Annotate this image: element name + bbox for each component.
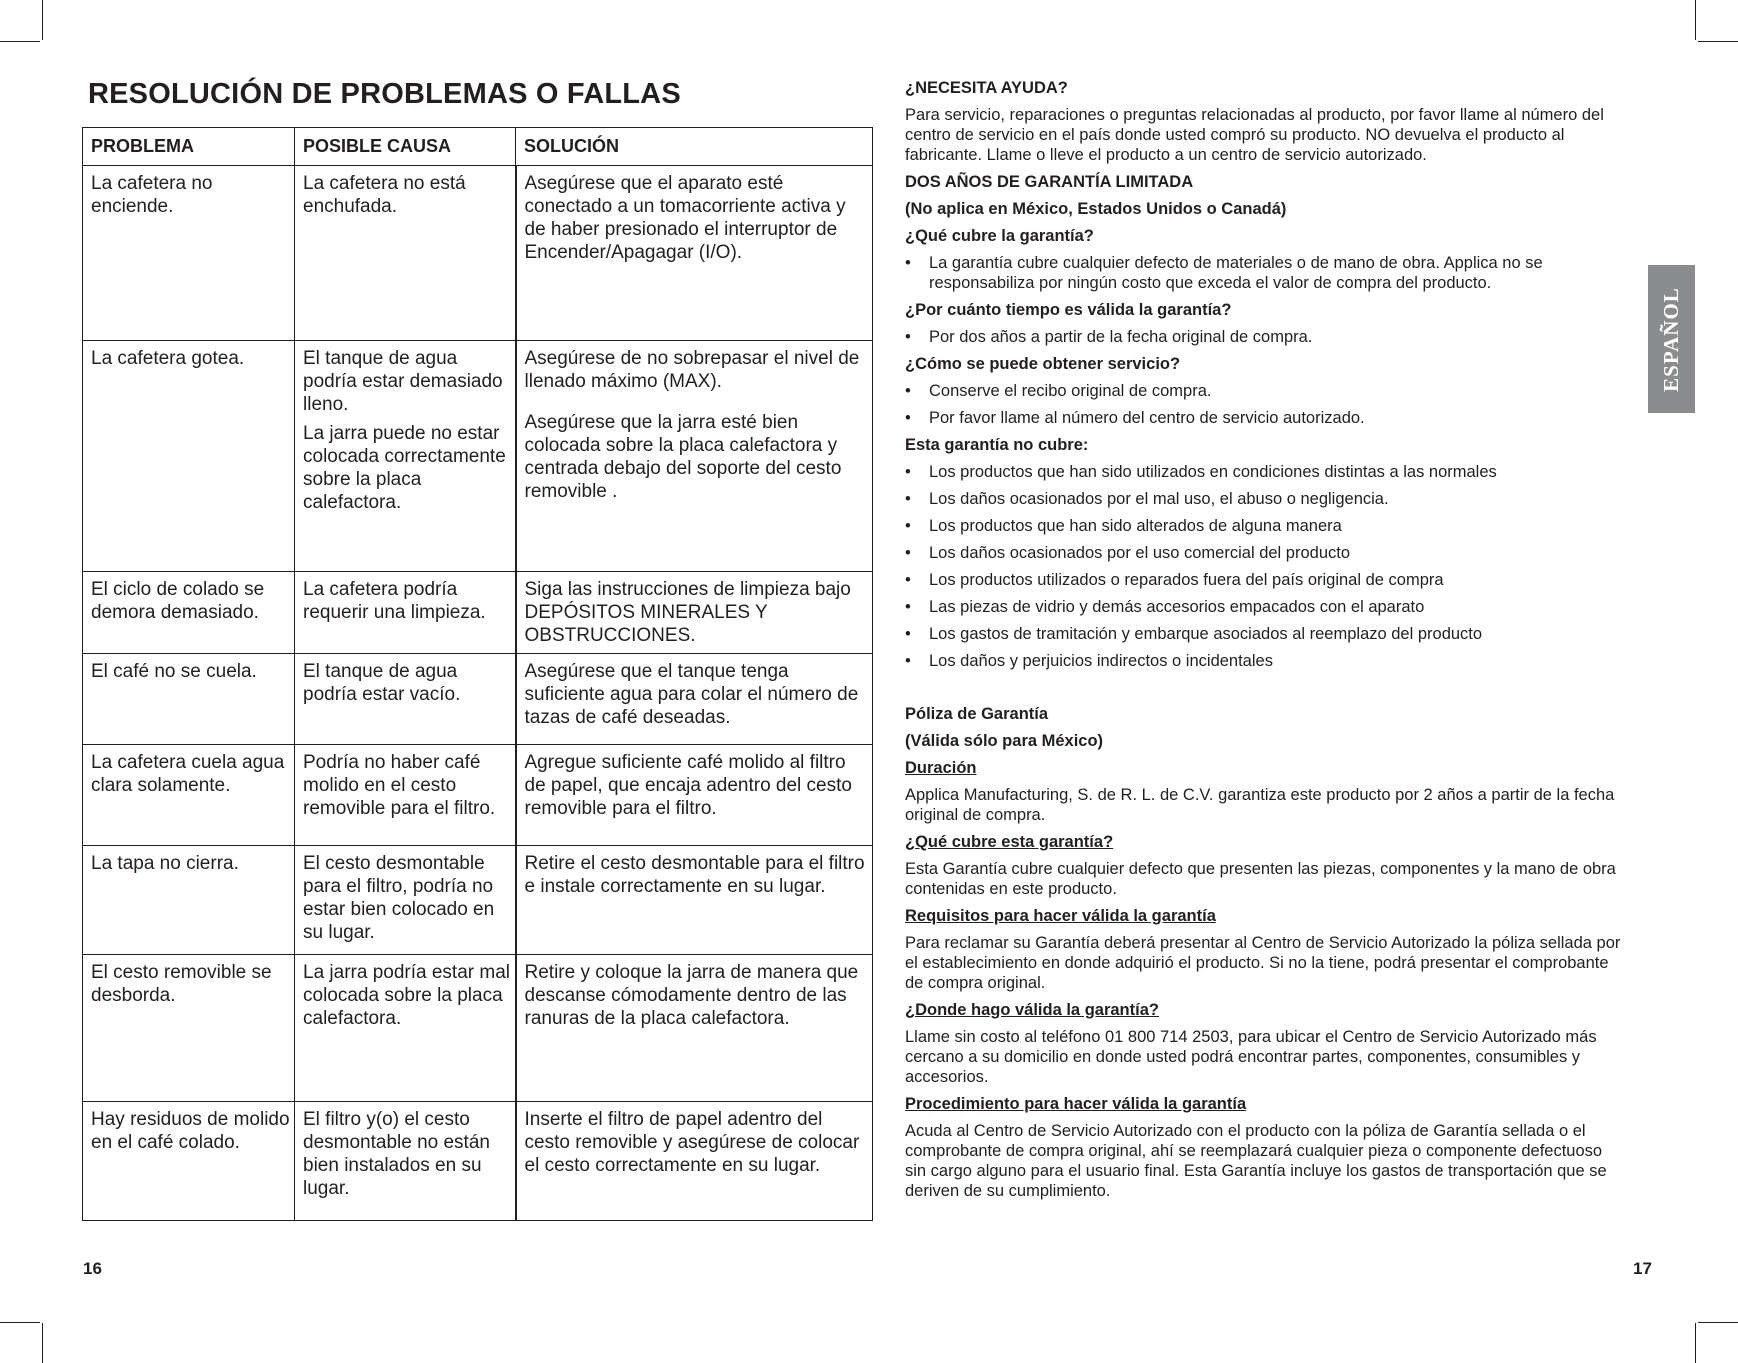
list-item: • Los productos que han sido utilizados en condiciones distintas a las normales [905,462,1625,482]
list-item: • Los daños ocasionados por el mal uso, el abuso o negligencia. [905,489,1625,509]
procedure-heading: Procedimiento para hacer válida la garantía [905,1095,1247,1113]
list-item: • Los daños ocasionados por el uso comercial del producto [905,543,1625,563]
cause-cell [295,166,516,341]
solution-cell [516,341,873,572]
list-item: • Conserve el recibo original de compra. [905,381,1625,401]
crop-mark [0,1322,40,1323]
mx-covers-heading: ¿Qué cubre esta garantía? [905,833,1114,851]
solution-text: Retire y coloque la jarra de manera que descanse cómodamente dentro de las ranuras de la placa calefactora. [524,962,859,1029]
list-item: • La garantía cubre cualquier defecto de materiales o de mano de obra. Applica no se responsabiliza por ningún costo que exceda el valor de compra del producto. [905,253,1625,293]
cause-text: Podría no haber café molido en el cesto removible para el filtro. [303,752,496,819]
problem-cell: La cafetera cuela agua clara solamente. [83,745,295,846]
cause-text: La jarra puede no estar colocada correctamente sobre la placa calefactora. [303,423,506,513]
list-item: • Las piezas de vidrio y demás accesorios empacados con el aparato [905,597,1625,617]
solution-text: Siga las instrucciones de limpieza bajo DEPÓSITOS MINERALES Y OBSTRUCCIONES. [524,579,851,646]
help-heading: ¿NECESITA AYUDA? [905,79,1068,97]
list-item: • Los productos que han sido alterados de alguna manera [905,516,1625,536]
cause-cell [295,955,516,1102]
warranty-heading: DOS AÑOS DE GARANTÍA LIMITADA [905,173,1194,191]
warranty-subheading: (No aplica en México, Estados Unidos o Canadá) [905,200,1287,218]
cause-text: El cesto desmontable para el filtro, podría no estar bien colocado en su lugar. [303,853,495,943]
page-title: RESOLUCIÓN DE PROBLEMAS O FALLAS [88,78,681,110]
column-header-problem: PROBLEMA [83,128,295,166]
crop-mark [1698,1322,1738,1323]
solution-text: Asegúrese de no sobrepasar el nivel de llenado máximo (MAX). [524,348,860,392]
duration-list [905,327,1625,347]
solution-cell [516,166,873,341]
crop-mark [1698,41,1738,42]
cause-text: El tanque de agua podría estar vacío. [303,661,461,705]
table-row [83,341,873,572]
not-covered-list [905,462,1625,671]
duration-heading: ¿Por cuánto tiempo es válida la garantía? [905,301,1232,319]
problem-cell: El cesto removible se desborda. [83,955,295,1102]
warranty-column [905,78,1625,1208]
policy-heading: Póliza de Garantía [905,705,1049,723]
table-row [83,955,873,1102]
crop-mark [1695,0,1696,40]
solution-text: Asegúrese que la jarra esté bien colocada sobre la placa calefactora y centrada debajo del soporte del cesto removible . [524,412,842,502]
solution-text: Asegúrese que el tanque tenga suficiente agua para colar el número de tazas de café deseadas. [524,661,859,728]
service-list [905,381,1625,428]
crop-mark [42,1323,43,1363]
page-number-right: 17 [1633,1259,1652,1278]
section-spacer [905,678,1625,704]
cause-text: La cafetera podría requerir una limpieza. [303,579,486,623]
list-item: • Los daños y perjuicios indirectos o incidentales [905,651,1625,671]
cause-cell [295,572,516,654]
column-header-cause: POSIBLE CAUSA [295,128,516,166]
where-heading: ¿Donde hago válida la garantía? [905,1001,1159,1019]
crop-mark [1695,1323,1696,1363]
list-item: • Por favor llame al número del centro de servicio autorizado. [905,408,1625,428]
table-row [83,745,873,846]
page-number-left: 16 [83,1259,102,1278]
not-covered-heading: Esta garantía no cubre: [905,436,1089,454]
service-heading: ¿Cómo se puede obtener servicio? [905,355,1181,373]
problem-cell: Hay residuos de molido en el café colado. [83,1102,295,1221]
table-header-row [83,128,873,166]
where-text: Llame sin costo al teléfono 01 800 714 2503, para ubicar el Centro de Servicio Autorizado más cercano a su domicilio en donde usted podrá encontrar partes, componentes, consumibles y accesorios. [905,1028,1597,1086]
crop-mark [42,0,43,40]
solution-text: Agregue suficiente café molido al filtro de papel, que encaja adentro del cesto removible para el filtro. [524,752,852,819]
problem-cell: La tapa no cierra. [83,846,295,955]
crop-mark [0,41,40,42]
solution-cell [516,654,873,745]
list-item: • Los gastos de tramitación y embarque asociados al reemplazo del producto [905,624,1625,644]
duracion-heading: Duración [905,759,977,777]
cause-cell [295,846,516,955]
language-side-tab [1648,265,1695,413]
problem-cell: El ciclo de colado se demora demasiado. [83,572,295,654]
mx-covers-text: Esta Garantía cubre cualquier defecto que presenten las piezas, componentes y la mano de obra contenidas en este producto. [905,860,1616,898]
cause-text: La cafetera no está enchufada. [303,173,466,217]
cause-cell [295,1102,516,1221]
list-item: • Los productos utilizados o reparados fuera del país original de compra [905,570,1625,590]
solution-text: Asegúrese que el aparato esté conectado a un tomacorriente activa y de haber presionado el interruptor de Encender/Apagagar (I/O). [524,173,846,263]
covers-list [905,253,1625,293]
table-row [83,654,873,745]
requirements-text: Para reclamar su Garantía deberá presentar al Centro de Servicio Autorizado la póliza sellada por el establecimiento en donde adquirió el producto. Si no la tiene, podrá presentar el comprobante de compra original. [905,934,1621,992]
column-header-solution: SOLUCIÓN [516,128,873,166]
problem-cell: La cafetera no enciende. [83,166,295,341]
covers-heading: ¿Qué cubre la garantía? [905,227,1094,245]
troubleshooting-table [82,127,873,1221]
cause-cell [295,654,516,745]
solution-cell [516,955,873,1102]
list-item: • Por dos años a partir de la fecha original de compra. [905,327,1625,347]
table-row [83,1102,873,1221]
cause-text: El tanque de agua podría estar demasiado lleno. [303,348,503,415]
solution-cell [516,572,873,654]
duracion-text: Applica Manufacturing, S. de R. L. de C.V. garantiza este producto por 2 años a partir de la fecha original de compra. [905,786,1615,824]
problem-cell: El café no se cuela. [83,654,295,745]
cause-text: La jarra podría estar mal colocada sobre la placa calefactora. [303,962,510,1029]
cause-cell [295,745,516,846]
problem-cell: La cafetera gotea. [83,341,295,572]
solution-text: Retire el cesto desmontable para el filtro e instale correctamente en su lugar. [524,853,865,897]
side-tab-label: ESPAÑOL [1659,286,1684,392]
table-row [83,166,873,341]
policy-subheading: (Válida sólo para México) [905,732,1104,750]
requirements-heading: Requisitos para hacer válida la garantía [905,907,1216,925]
procedure-text: Acuda al Centro de Servicio Autorizado con el producto con la póliza de Garantía sellada o el comprobante de compra original, ahí se reemplazará cualquier pieza o componente defectuoso sin cargo alguno para el usuario final. Esta Garantía incluye los gastos de transportación que se deriven de su cumplimiento. [905,1122,1607,1200]
table-row [83,572,873,654]
help-text: Para servicio, reparaciones o preguntas relacionadas al producto, por favor llame al número del centro de servicio en el país donde usted compró su producto. NO devuelva el producto al fabricante. Llame o lleve el producto a un centro de servicio autorizado. [905,106,1604,164]
solution-cell [516,745,873,846]
cause-cell [295,341,516,572]
solution-cell [516,846,873,955]
solution-text: Inserte el filtro de papel adentro del cesto removible y asegúrese de colocar el cesto correctamente en su lugar. [524,1109,860,1176]
table-row [83,846,873,955]
cause-text: El filtro y(o) el cesto desmontable no están bien instalados en su lugar. [303,1109,490,1199]
solution-cell [516,1102,873,1221]
